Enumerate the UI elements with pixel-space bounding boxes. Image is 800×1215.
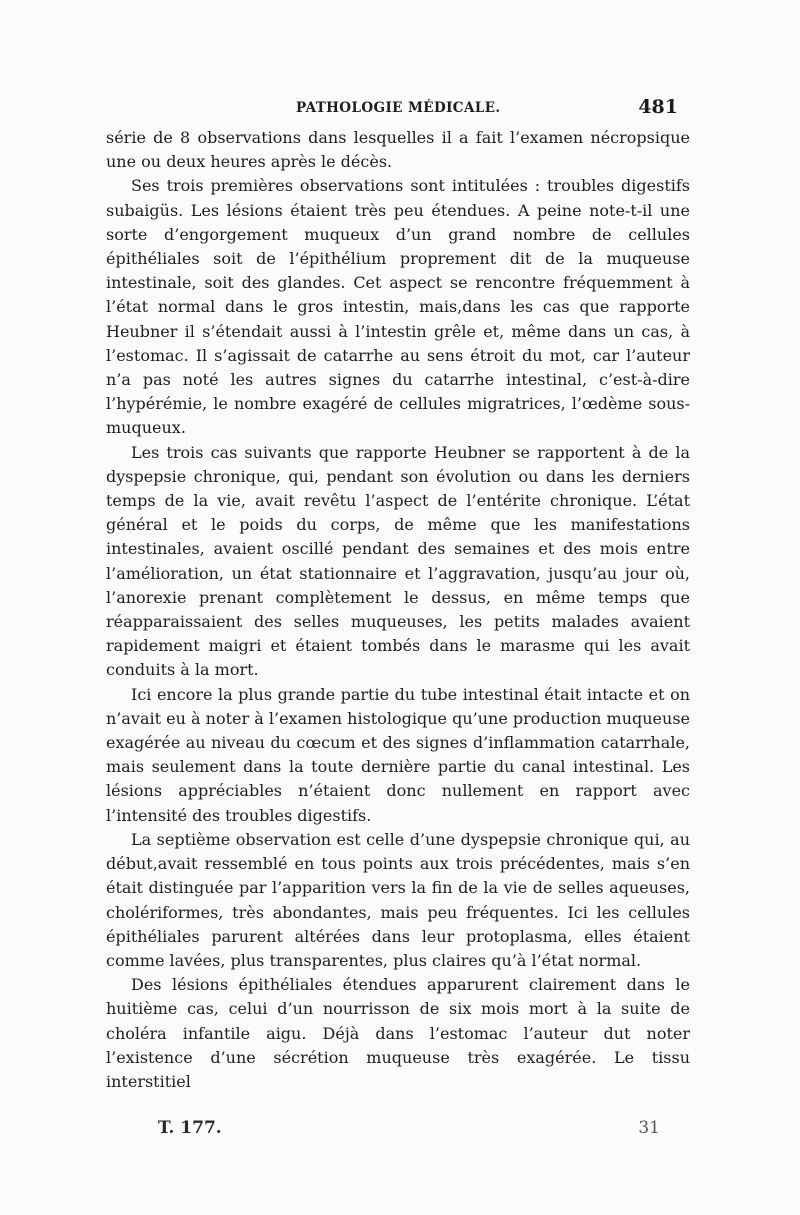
running-head: PATHOLOGIE MÉDICALE. <box>296 100 501 116</box>
paragraph-continued: série de 8 observations dans lesquelles il a fait l’examen nécropsique une ou deux heures après le décès. <box>106 128 690 172</box>
paragraph: Ici encore la plus grande partie du tube intestinal était intacte et on n’avait eu à noter à l’examen histologique qu’une production muqueuse exagérée au niveau du cœcum et des signes d’inflammation catarrhale, mais seulement dans la toute dernière partie du canal intestinal. Les lésions appréciables n’étaient donc nullement en rapport avec l’intensité des troubles digestifs. <box>106 684 690 825</box>
paragraph: Ses trois premières observations sont intitulées : troubles digestifs subaigüs. Les lésions étaient très peu étendues. A peine note-t-il une sorte d’engorgement muqueux d’un grand nombre de cellules épithéliales soit de l’épithélium proprement dit de la muqueuse intestinale, soit des glandes. Cet aspect se rencontre fréquemment à l’état normal dans le gros intestin, mais,dans les cas que rapporte Heubner il s’étendait aussi à l’intestin grêle et, même dans un cas, à l’estomac. Il s’agissait de catarrhe au sens étroit du mot, car l’auteur n’a pas noté les autres signes du catarrhe intestinal, c’est-à-dire l’hypérémie, le nombre exagéré de cellules migratrices, l’œdème sous-muqueux. <box>106 176 690 438</box>
page-number: 481 <box>638 96 678 118</box>
body-text <box>106 126 690 1094</box>
page-header <box>108 96 680 122</box>
sheet-number: 31 <box>638 1118 660 1138</box>
page-footer <box>130 1118 660 1146</box>
paragraph: La septième observation est celle d’une dyspepsie chronique qui, au début,avait ressemblé en tous points aux trois précédentes, mais s’en était distinguée par l’apparition vers la fin de la vie de selles aqueuses, cholériformes, très abondantes, mais peu fréquentes. Ici les cellules épithéliales parurent altérées dans leur protoplasma, elles étaient comme lavées, plus transparentes, plus claires qu’à l’état normal. <box>106 829 690 970</box>
paragraph: Les trois cas suivants que rapporte Heubner se rapportent à de la dyspepsie chronique, qui, pendant son évolution ou dans les derniers temps de la vie, avait revêtu l’aspect de l’entérite chronique. L’état général et le poids du corps, de même que les manifestations intestinales, avaient oscillé pendant des semaines et des mois entre l’amélioration, un état stationnaire et l’aggravation, jusqu’au jour où, l’anorexie prenant complètement le dessus, en même temps que réapparaissaient des selles muqueuses, les petits malades avaient rapidement maigri et étaient tombés dans le marasme qui les avait conduits à la mort. <box>106 442 690 680</box>
signature-mark: T. 177. <box>158 1118 222 1138</box>
paragraph: Des lésions épithéliales étendues apparurent clairement dans le huitième cas, celui d’un nourrisson de six mois mort à la suite de choléra infantile aigu. Déjà dans l’estomac l’auteur dut noter l’existence d’une sécrétion muqueuse très exagérée. Le tissu interstitiel <box>106 975 690 1091</box>
